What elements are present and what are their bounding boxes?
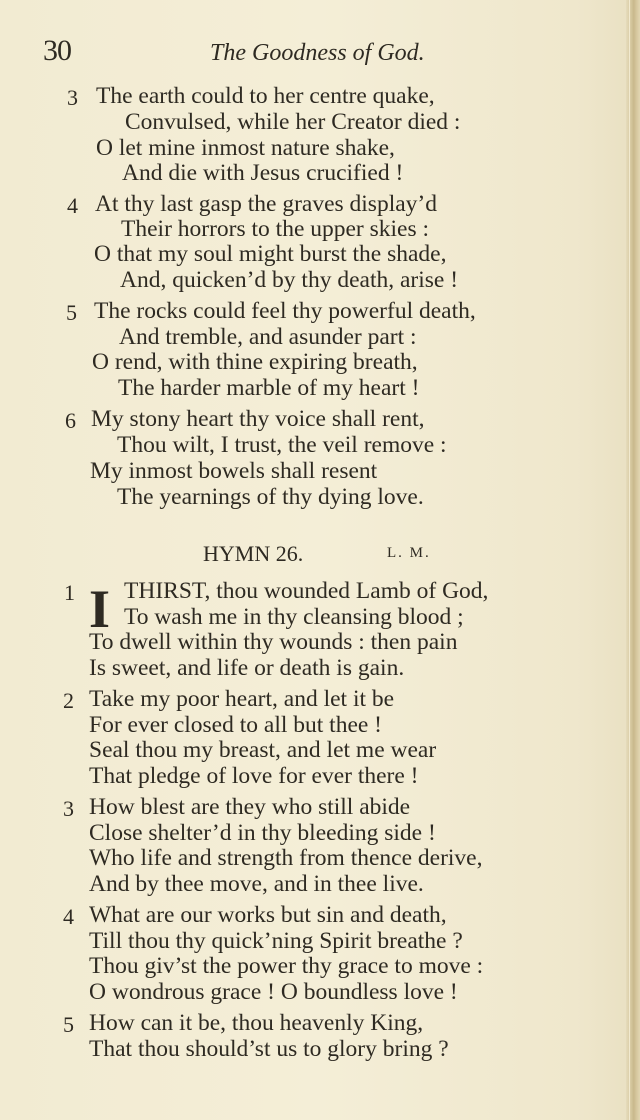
verse-line: O that my soul might burst the shade, [94,241,447,267]
verse-number: 1 [64,580,75,605]
verse-line: And tremble, and asunder part : [119,324,417,350]
page-number: 30 [43,34,71,67]
verse-number: 4 [63,904,74,929]
verse-number: 5 [66,300,77,325]
verse-line: O rend, with thine expiring breath, [92,349,418,375]
verse-line: Seal thou my breast, and let me wear [89,737,437,763]
verse-line: That thou should’st us to glory bring ? [89,1036,449,1062]
verse-line: Thou giv’st the power thy grace to move : [89,953,484,979]
verse-line: Who life and strength from thence derive, [89,845,483,871]
hymn-title: HYMN 26. [203,541,304,566]
verse-line: O let mine inmost nature shake, [96,135,395,161]
verse-line: Close shelter’d in thy bleeding side ! [89,820,436,846]
running-title: The Goodness of God. [210,40,425,66]
hymn-meter: L. M. [387,545,431,561]
verse-line: The harder marble of my heart ! [118,375,420,401]
verse-number: 2 [63,688,74,713]
verse-line: Is sweet, and life or death is gain. [89,655,405,681]
verse-line: That pledge of love for ever there ! [89,763,419,789]
verse-number: 6 [65,408,76,433]
verse-line: And by thee move, and in thee live. [89,871,424,897]
verse-line: How blest are they who still abide [89,794,411,820]
verse-line: For ever closed to all but thee ! [89,712,383,738]
page-edge-line [629,0,630,1120]
verse-line: THIRST, thou wounded Lamb of God, [124,578,489,604]
verse-number: 3 [67,85,78,110]
verse-line: At thy last gasp the graves display’d [95,191,437,217]
verse-line: The yearnings of thy dying love. [117,484,424,510]
verse-number: 4 [67,193,78,218]
verse-number: 3 [63,796,74,821]
verse-line: And, quicken’d by thy death, arise ! [120,267,459,293]
verse-number: 5 [63,1012,74,1037]
verse-line: What are our works but sin and death, [89,902,447,928]
verse-line: How can it be, thou heavenly King, [89,1010,424,1036]
verse-line: My inmost bowels shall resent [90,458,378,484]
verse-line: Take my poor heart, and let it be [89,686,395,712]
verse-line: Thou wilt, I trust, the veil remove : [117,432,447,458]
verse-line: Till thou thy quick’ning Spirit breathe ? [89,928,463,954]
verse-line: O wondrous grace ! O boundless love ! [89,979,458,1005]
verse-line: Their horrors to the upper skies : [121,216,430,242]
verse-line: And die with Jesus crucified ! [122,160,404,186]
verse-line: My stony heart thy voice shall rent, [91,406,425,432]
verse-line: To dwell within thy wounds : then pain [89,629,458,655]
drop-cap: I [89,579,111,639]
verse-line: The rocks could feel thy powerful death, [94,298,476,324]
verse-line: The earth could to her centre quake, [96,83,435,109]
verse-line: Convulsed, while her Creator died : [125,109,461,135]
verse-line: To wash me in thy cleansing blood ; [124,604,464,630]
